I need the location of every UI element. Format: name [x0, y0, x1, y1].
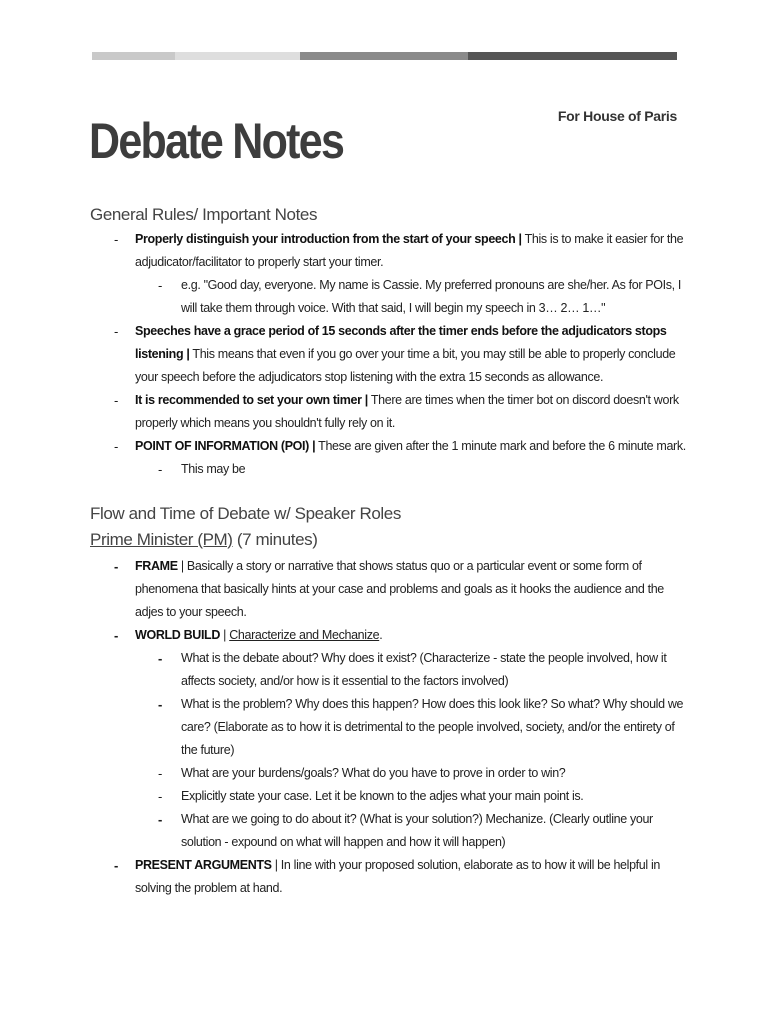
bar-segment [92, 52, 175, 60]
list-item [90, 435, 690, 481]
dash-bullet: - [158, 697, 163, 712]
dash-bullet: - [114, 559, 119, 574]
list-item [90, 624, 690, 854]
item-underlined-text: Characterize and Mechanize [229, 628, 380, 642]
subitem-text: What are your burdens/goals? What do you have to prove in order to win? [181, 766, 566, 780]
dash-bullet: - [114, 232, 119, 247]
list-subitem [135, 458, 690, 481]
subitem-text: Explicitly state your case. Let it be known to the adjes what your main point is. [181, 789, 584, 803]
dash-bullet: - [158, 789, 163, 804]
dash-bullet: - [114, 324, 119, 339]
list-subitem [135, 762, 690, 785]
pm-roles-list [90, 555, 690, 900]
dash-bullet: - [114, 858, 119, 873]
item-bold-lead: It is recommended to set your own timer | [135, 393, 368, 407]
subitem-text: What is the debate about? Why does it exist? (Characterize - state the people involved, how it affects society, and/or how is it essential to the factors involved) [181, 651, 667, 688]
subitem-text: e.g. "Good day, everyone. My name is Cassie. My preferred pronouns are she/her. As for POIs, I will take them through voice. With that said, I will begin my speech in 3… 2… 1…" [181, 278, 682, 315]
list-item [90, 854, 690, 900]
item-bold-lead: Speeches have a grace period of 15 seconds after the timer ends before the adjudicators stops listening | [135, 324, 667, 361]
list-subitem [135, 693, 690, 762]
section-subheading-prime-minister [90, 527, 690, 553]
item-bold-lead: WORLD BUILD [135, 628, 221, 642]
subitem-text: What are we going to do about it? (What is your solution?) Mechanize. (Clearly outline your solution - expound on what will happen and how it will happen) [181, 812, 653, 849]
item-text: . [379, 628, 383, 642]
dash-bullet: - [114, 628, 119, 643]
item-text: There are times when the timer bot on discord doesn't work properly which means you shouldn't fully rely on it. [135, 393, 679, 430]
dash-bullet: - [114, 439, 119, 454]
header-decorative-bar [92, 52, 677, 60]
section-heading-general-rules: General Rules/ Important Notes [90, 205, 318, 224]
dash-bullet: - [158, 651, 163, 666]
item-text: These are given after the 1 minute mark and before the 6 minute mark. [315, 439, 686, 453]
item-bold-lead: FRAME [135, 559, 178, 573]
item-text: This means that even if you go over your time a bit, you may still be able to properly conclude your speech before the adjudicators stop listening with the extra 15 seconds as allowance. [135, 347, 676, 384]
document-title: Debate Notes [89, 113, 344, 169]
bar-segment [468, 52, 677, 60]
document-subtitle: For House of Paris [557, 108, 677, 124]
subitem-text: This may be [181, 462, 246, 476]
bar-segment [175, 52, 300, 60]
list-item [90, 320, 690, 389]
list-item [90, 555, 690, 624]
list-subitem [135, 274, 690, 320]
dash-bullet: - [114, 393, 119, 408]
list-subitem [135, 785, 690, 808]
list-subitem [135, 808, 690, 854]
list-item [90, 389, 690, 435]
item-text: | In line with your proposed solution, elaborate as to how it will be helpful in solving the problem at hand. [135, 858, 660, 895]
bar-segment [300, 52, 468, 60]
subheading-role: Prime Minister (PM) [90, 530, 233, 549]
list-item [90, 228, 690, 320]
item-text: | [220, 628, 230, 642]
dash-bullet: - [158, 812, 163, 827]
item-bold-lead: Properly distinguish your introduction from the start of your speech | [135, 232, 522, 246]
dash-bullet: - [158, 462, 163, 477]
dash-bullet: - [158, 766, 163, 781]
item-text: | Basically a story or narrative that shows status quo or a particular event or some form of phenomena that basically hints at your case and problems and goals as it hooks the audience and the adjes to your speech. [135, 559, 664, 619]
document-body [90, 202, 690, 900]
item-bold-lead: PRESENT ARGUMENTS [135, 858, 272, 872]
dash-bullet: - [158, 278, 163, 293]
general-rules-list [90, 228, 690, 481]
section-heading-flow: Flow and Time of Debate w/ Speaker Roles [90, 504, 401, 523]
subheading-duration: (7 minutes) [232, 530, 318, 549]
list-subitem [135, 647, 690, 693]
item-text: This is to make it easier for the adjudicator/facilitator to properly start your timer. [135, 232, 684, 269]
subitem-text: What is the problem? Why does this happen? How does this look like? So what? Why should we care? (Elaborate as to how it is detrimental to the people involved, society, and/or the entirety of the future) [181, 697, 684, 757]
item-bold-lead: POINT OF INFORMATION (POI) | [135, 439, 316, 453]
